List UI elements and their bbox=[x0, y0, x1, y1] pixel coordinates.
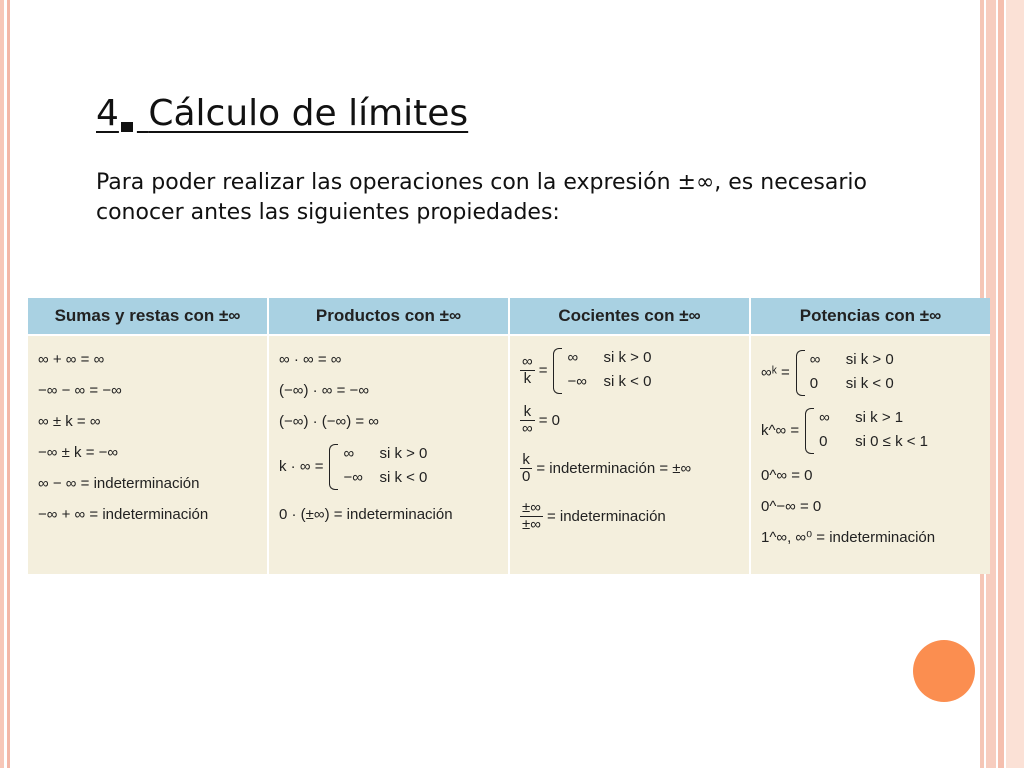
fraction-result: = indeterminación bbox=[546, 507, 666, 525]
fraction: $\frac{k}{0}$ bbox=[522, 450, 531, 485]
fraction: $\frac{\infty}{k}$ bbox=[522, 352, 533, 387]
title-text: Cálculo de límites bbox=[148, 93, 469, 134]
case-value: 0 bbox=[819, 433, 828, 450]
fraction-result: = 0 bbox=[538, 411, 560, 429]
suma-line-4: −∞ ± k = −∞ bbox=[38, 444, 119, 461]
producto-line-1: ∞ · ∞ = ∞ bbox=[279, 351, 342, 368]
case-condition: si k < 0 bbox=[379, 469, 428, 486]
case-condition: si k > 0 bbox=[845, 351, 894, 368]
case-value: −∞ bbox=[567, 373, 587, 390]
potencia-line-3: 0^∞ = 0 bbox=[761, 467, 813, 484]
cell-cocientes bbox=[509, 335, 750, 574]
brace-icon bbox=[553, 348, 562, 394]
header-cocientes: Cocientes con ±∞ bbox=[509, 298, 750, 335]
case-value: 0 bbox=[809, 375, 819, 392]
header-potencias: Potencias con ±∞ bbox=[750, 298, 990, 335]
suma-line-2: −∞ − ∞ = −∞ bbox=[38, 382, 122, 399]
case-value: −∞ bbox=[343, 469, 363, 486]
case-value: ∞ bbox=[567, 349, 579, 366]
title-number: 4 bbox=[96, 93, 119, 134]
header-sumas: Sumas y restas con ±∞ bbox=[28, 298, 268, 335]
case-value: ∞ bbox=[809, 351, 821, 368]
right-frame-stripe-4 bbox=[1006, 0, 1024, 768]
case-condition: si 0 ≤ k < 1 bbox=[855, 433, 929, 450]
potencia-brace-group bbox=[805, 406, 928, 454]
cell-sumas bbox=[28, 335, 268, 574]
case-condition: si k > 1 bbox=[855, 409, 904, 426]
potencia-line-5: 1^∞, ∞⁰ = indeterminación bbox=[761, 529, 936, 546]
fraction: $\frac{\pm\infty}{\pm\infty}$ bbox=[522, 498, 541, 533]
potencia-piecewise-1 bbox=[761, 344, 980, 400]
slide-title bbox=[96, 92, 468, 136]
producto-line-2: (−∞) · ∞ = −∞ bbox=[279, 382, 370, 399]
suma-line-5: ∞ − ∞ = indeterminación bbox=[38, 475, 200, 492]
cell-productos bbox=[268, 335, 509, 574]
producto-line-5: 0 · (±∞) = indeterminación bbox=[279, 506, 453, 523]
cociente-inf-over-inf bbox=[520, 492, 739, 540]
potencia-lhs: k^∞ = bbox=[761, 421, 800, 439]
producto-brace-group bbox=[329, 442, 427, 490]
suma-line-3: ∞ ± k = ∞ bbox=[38, 413, 101, 430]
case-value: ∞ bbox=[819, 409, 830, 426]
properties-table bbox=[28, 298, 990, 574]
producto-piecewise-lhs: k · ∞ = bbox=[279, 457, 324, 475]
case-condition: si k > 0 bbox=[603, 349, 652, 366]
title-bullet-square bbox=[121, 122, 133, 132]
table-body-row bbox=[28, 335, 990, 574]
cell-potencias bbox=[750, 335, 990, 574]
producto-piecewise bbox=[279, 437, 498, 495]
case-condition: si k > 0 bbox=[379, 445, 428, 462]
cociente-k-over-inf bbox=[520, 396, 739, 444]
cociente-piecewise bbox=[520, 344, 739, 396]
case-condition: si k < 0 bbox=[603, 373, 652, 390]
brace-icon bbox=[796, 350, 805, 396]
suma-line-1: ∞ + ∞ = ∞ bbox=[38, 351, 105, 368]
equals-sign: = bbox=[538, 361, 548, 379]
potencia-lhs: ∞ᵏ = bbox=[761, 363, 790, 381]
potencia-line-4: 0^−∞ = 0 bbox=[761, 498, 822, 515]
fraction: $\frac{k}{\infty}$ bbox=[522, 402, 533, 437]
orange-circle-decoration bbox=[913, 640, 975, 702]
potencia-piecewise-2 bbox=[761, 400, 980, 460]
intro-paragraph: Para poder realizar las operaciones con la expresión ±∞, es necesario conocer antes las siguientes propiedades: bbox=[96, 170, 867, 225]
cociente-brace-group bbox=[553, 346, 651, 394]
left-frame-stripe-inner bbox=[7, 0, 10, 768]
fraction-result: = indeterminación = ±∞ bbox=[536, 459, 692, 477]
header-productos: Productos con ±∞ bbox=[268, 298, 509, 335]
brace-icon bbox=[805, 408, 814, 454]
table-header-row bbox=[28, 298, 990, 335]
right-frame-stripe-3 bbox=[998, 0, 1004, 768]
cociente-k-over-zero bbox=[520, 444, 739, 492]
producto-line-3: (−∞) · (−∞) = ∞ bbox=[279, 413, 380, 430]
case-value: ∞ bbox=[343, 445, 355, 462]
left-frame-stripe bbox=[0, 0, 4, 768]
case-condition: si k < 0 bbox=[845, 375, 894, 392]
suma-line-6: −∞ + ∞ = indeterminación bbox=[38, 506, 209, 523]
brace-icon bbox=[329, 444, 338, 490]
potencia-brace-group bbox=[796, 348, 894, 396]
